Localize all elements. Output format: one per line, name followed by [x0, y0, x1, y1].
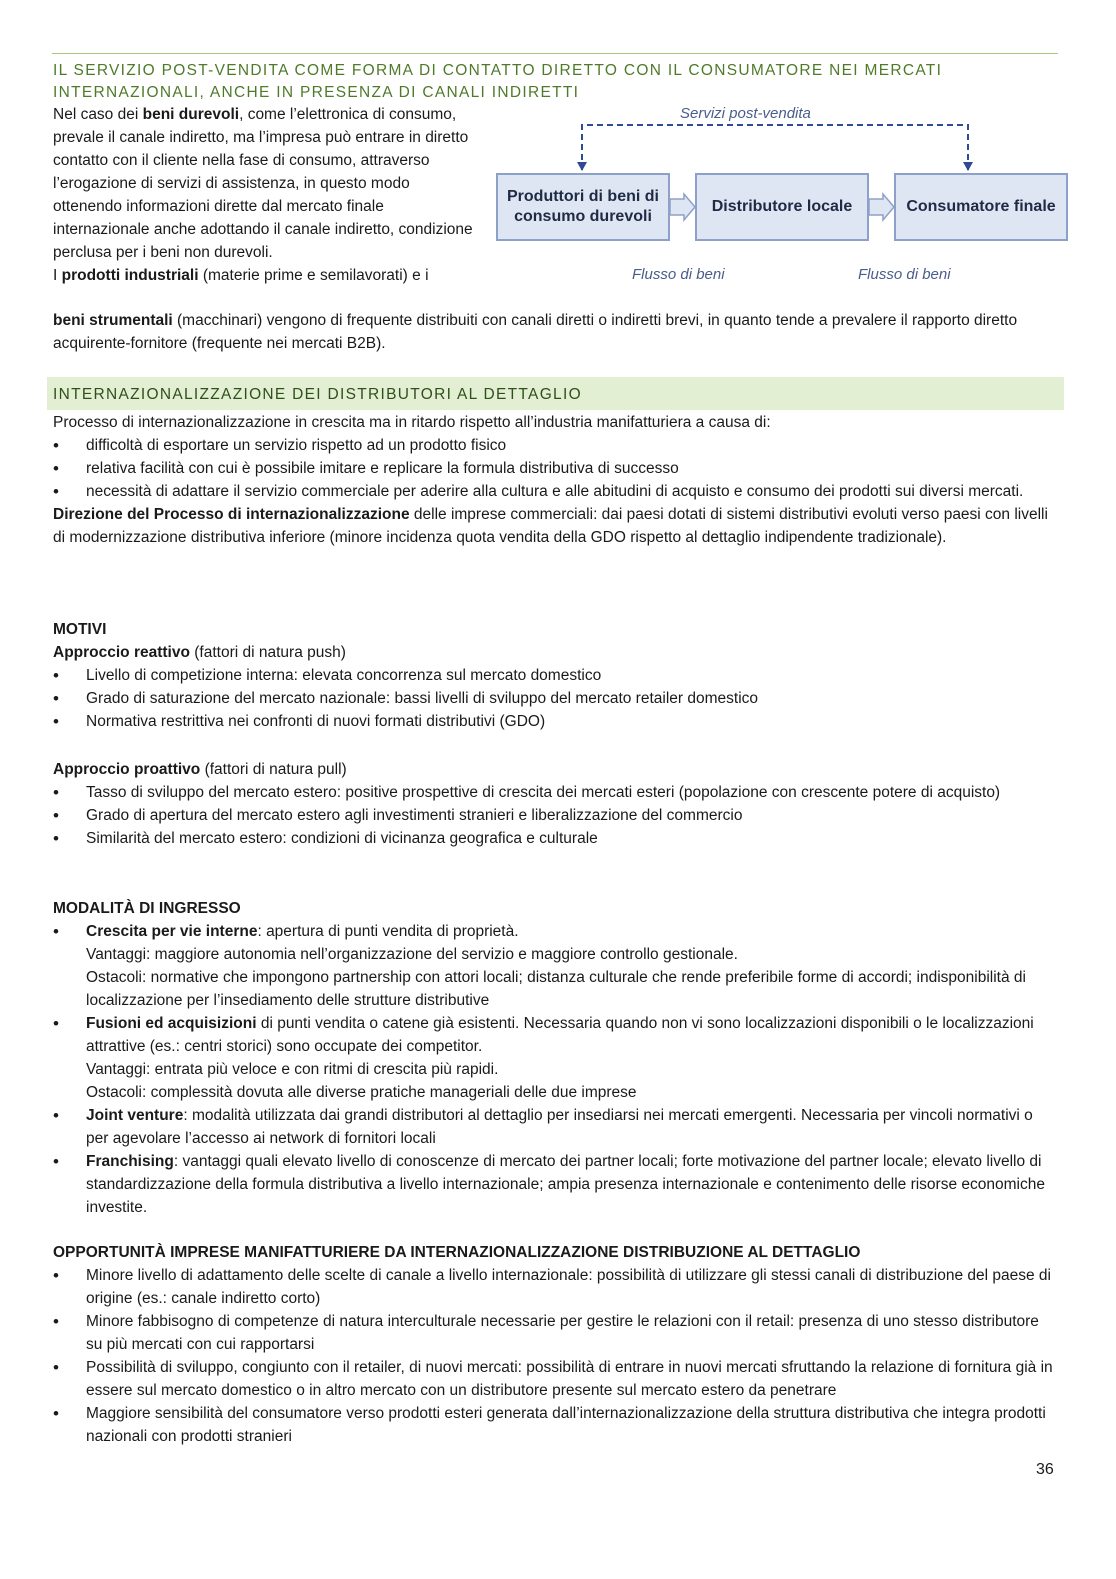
- bold-approccio-reattivo: Approccio reattivo: [53, 644, 190, 661]
- list-item: • Tasso di sviluppo del mercato estero: positive prospettive di crescita dei mercati esteri (popolazione con crescente potere di acquisto): [53, 781, 1058, 804]
- list-item: • Similarità del mercato estero: condizioni di vicinanza geografica e culturale: [53, 827, 1058, 850]
- list-item: • Grado di apertura del mercato estero agli investimenti stranieri e liberalizzazione del commercio: [53, 804, 1058, 827]
- list-item: • Possibilità di sviluppo, congiunto con il retailer, di nuovi mercati: possibilità di entrare in nuovi mercati sfruttando la relazione di fornitura già in essere sul mercato domestico o in altro mercato con un distributore presente sul mercato estero da penetrare: [53, 1356, 1058, 1402]
- list-item: [53, 1104, 1058, 1150]
- paragraph-direzione: [53, 503, 1058, 549]
- label-flusso-beni-1: Flusso di beni: [632, 266, 725, 283]
- paragraph-text: (fattori di natura pull): [200, 761, 347, 778]
- bold-fusioni: Fusioni ed acquisizioni: [86, 1015, 257, 1032]
- intro-paragraph: [53, 103, 473, 287]
- list-item: • Maggiore sensibilità del consumatore verso prodotti esteri generata dall’internazionalizzazione della struttura distributiva che integra prodotti nazionali con prodotti stranieri: [53, 1402, 1058, 1448]
- subheading-opportunita: OPPORTUNITÀ IMPRESE MANIFATTURIERE DA INTERNAZIONALIZZAZIONE DISTRIBUZIONE AL DETTAGLIO: [53, 1244, 861, 1261]
- list-item: [53, 1150, 1058, 1219]
- intro-bold-beni-durevoli: beni durevoli: [142, 106, 240, 123]
- flow-arrow-icon: [670, 194, 695, 220]
- bold-joint-venture: Joint venture: [86, 1107, 184, 1124]
- arrowhead-down-icon: [577, 162, 587, 171]
- intro-text: , come l’elettronica di consumo, prevale il canale indiretto, ma l’impresa può entrare in diretto contatto con il cliente nella fase di consumo, attraverso l’erogazione di servizi di assistenza, in questo modo ottenendo informazioni dirette dal mercato finale internazionale anche adottando il canale indiretto, condizione perclusa per i beni non durevoli.: [53, 106, 473, 261]
- item-text: : vantaggi quali elevato livello di conoscenze di mercato dei partner locali; forte motivazione del partner locale; elevato livello di standardizzazione della formula distributiva a livello internazionale; ampia presenza internazionale e contenimento delle risorse economiche investite.: [86, 1153, 1045, 1216]
- approccio-reattivo: [53, 641, 1058, 664]
- section-opportunita: [53, 1241, 1058, 1448]
- subheading-motivi: MOTIVI: [53, 621, 107, 638]
- item-ostacoli: Ostacoli: complessità dovuta alle diverse pratiche manageriali delle due imprese: [86, 1084, 637, 1101]
- intro-text: I: [53, 267, 62, 284]
- section-heading-post-vendita: IL SERVIZIO POST-VENDITA COME FORMA DI CONTATTO DIRETTO CON IL CONSUMATORE NEI MERCATI INTERNAZIONALI, ANCHE IN PRESENZA DI CANALI INDIRETTI: [53, 62, 943, 101]
- bold-beni-strumentali: beni strumentali: [53, 312, 173, 329]
- intro-text: (materie prime e semilavorati) e i: [198, 267, 429, 284]
- item-vantaggi: Vantaggi: maggiore autonomia nell’organizzazione del servizio e maggiore controllo gestionale.: [86, 946, 738, 963]
- channel-diagram: [490, 100, 1080, 290]
- bold-franchising: Franchising: [86, 1153, 174, 1170]
- paragraph-text: (fattori di natura push): [189, 644, 346, 661]
- bold-approccio-proattivo: Approccio proattivo: [53, 761, 201, 778]
- arrowhead-down-icon: [963, 162, 973, 171]
- section-proattivo: [53, 758, 1058, 850]
- list-item: • Minore fabbisogno di competenze di natura interculturale necessarie per gestire le relazioni con il retail: presenza di uno stesso distributore su più mercati con cui rapportarsi: [53, 1310, 1058, 1356]
- approccio-proattivo: [53, 758, 1058, 781]
- paragraph-beni-strumentali: [53, 309, 1053, 355]
- box-consumatore: Consumatore finale: [894, 173, 1068, 241]
- dashed-service-arrow: [582, 125, 968, 170]
- paragraph-text: delle imprese commerciali: dai paesi dotati di sistemi distributivi evoluti verso paesi con livelli di modernizzazione distributiva inferiore (minore incidenza quota vendita della GDO rispetto al dettaglio indipendente tradizionale).: [53, 506, 1048, 546]
- bullet-list-opportunita: [53, 1264, 1058, 1448]
- item-vantaggi: Vantaggi: entrata più veloce e con ritmi di crescita più rapidi.: [86, 1061, 499, 1078]
- label-flusso-beni-2: Flusso di beni: [858, 266, 951, 283]
- item-text: di punti vendita o catene già esistenti. Necessaria quando non vi sono localizzazioni disponibili o le localizzazioni attrattive (es.: centri storici) sono occupate dei competitor.: [86, 1015, 1034, 1055]
- bullet-list-reattivo: [53, 664, 1058, 733]
- intro-text: Nel caso dei: [53, 106, 143, 123]
- list-item: [53, 920, 1058, 1012]
- box-produttori: Produttori di beni di consumo durevoli: [496, 173, 670, 241]
- list-item: • difficoltà di esportare un servizio rispetto ad un prodotto fisico: [53, 434, 1058, 457]
- label-servizi-post-vendita: Servizi post-vendita: [680, 105, 811, 122]
- list-item: • Minore livello di adattamento delle scelte di canale a livello internazionale: possibilità di utilizzare gli stessi canali di distribuzione del paese di origine (es.: canale indiretto corto): [53, 1264, 1058, 1310]
- list-item: • Normativa restrittiva nei confronti di nuovi formati distributivi (GDO): [53, 710, 1058, 733]
- item-ostacoli: Ostacoli: normative che impongono partnership con attori locali; distanza culturale che rende preferibile forme di accordi; indisponibilità di localizzazione per l’insediamento delle strutture distributive: [86, 969, 1026, 1009]
- bold-crescita: Crescita per vie interne: [86, 923, 258, 940]
- bullet-list-proattivo: [53, 781, 1058, 850]
- header-rule: [52, 53, 1058, 54]
- list-item: • relativa facilità con cui è possibile imitare e replicare la formula distributiva di successo: [53, 457, 1058, 480]
- flow-arrow-icon: [869, 194, 894, 220]
- list-item: • Livello di competizione interna: elevata concorrenza sul mercato domestico: [53, 664, 1058, 687]
- section-motivi: [53, 618, 1058, 733]
- item-text: : modalità utilizzata dai grandi distributori al dettaglio per insediarsi nei mercati emergenti. Necessaria per vincoli normativi o per agevolare l’accesso ai network di fornitori locali: [86, 1107, 1033, 1147]
- intro-bold-prodotti-industriali: prodotti industriali: [61, 267, 199, 284]
- box-distributore: Distributore locale: [695, 173, 869, 241]
- section-intro: Processo di internazionalizzazione in crescita ma in ritardo rispetto all’industria manifatturiera a causa di:: [53, 414, 771, 431]
- bullet-list-modalita: [53, 920, 1058, 1219]
- item-text: : apertura di punti vendita di proprietà.: [257, 923, 519, 940]
- subheading-modalita: MODALITÀ DI INGRESSO: [53, 900, 241, 917]
- section-distributori: [53, 411, 1058, 549]
- section-modalita: [53, 897, 1058, 1219]
- paragraph-text: (macchinari) vengono di frequente distribuiti con canali diretti o indiretti brevi, in quanto tende a prevalere il rapporto diretto acquirente-fornitore (frequente nei mercati B2B).: [53, 312, 1018, 352]
- bullet-list-causes: [53, 434, 1058, 503]
- list-item: • Grado di saturazione del mercato nazionale: bassi livelli di sviluppo del mercato retailer domestico: [53, 687, 1058, 710]
- bold-direzione: Direzione del Processo di internazionalizzazione: [53, 506, 410, 523]
- list-item: • necessità di adattare il servizio commerciale per aderire alla cultura e alle abitudini di acquisto e consumo dei prodotti sui diversi mercati.: [53, 480, 1058, 503]
- section-heading-distributori: INTERNAZIONALIZZAZIONE DEI DISTRIBUTORI AL DETTAGLIO: [53, 386, 582, 403]
- page-number: 36: [1036, 1461, 1054, 1478]
- list-item: [53, 1012, 1058, 1104]
